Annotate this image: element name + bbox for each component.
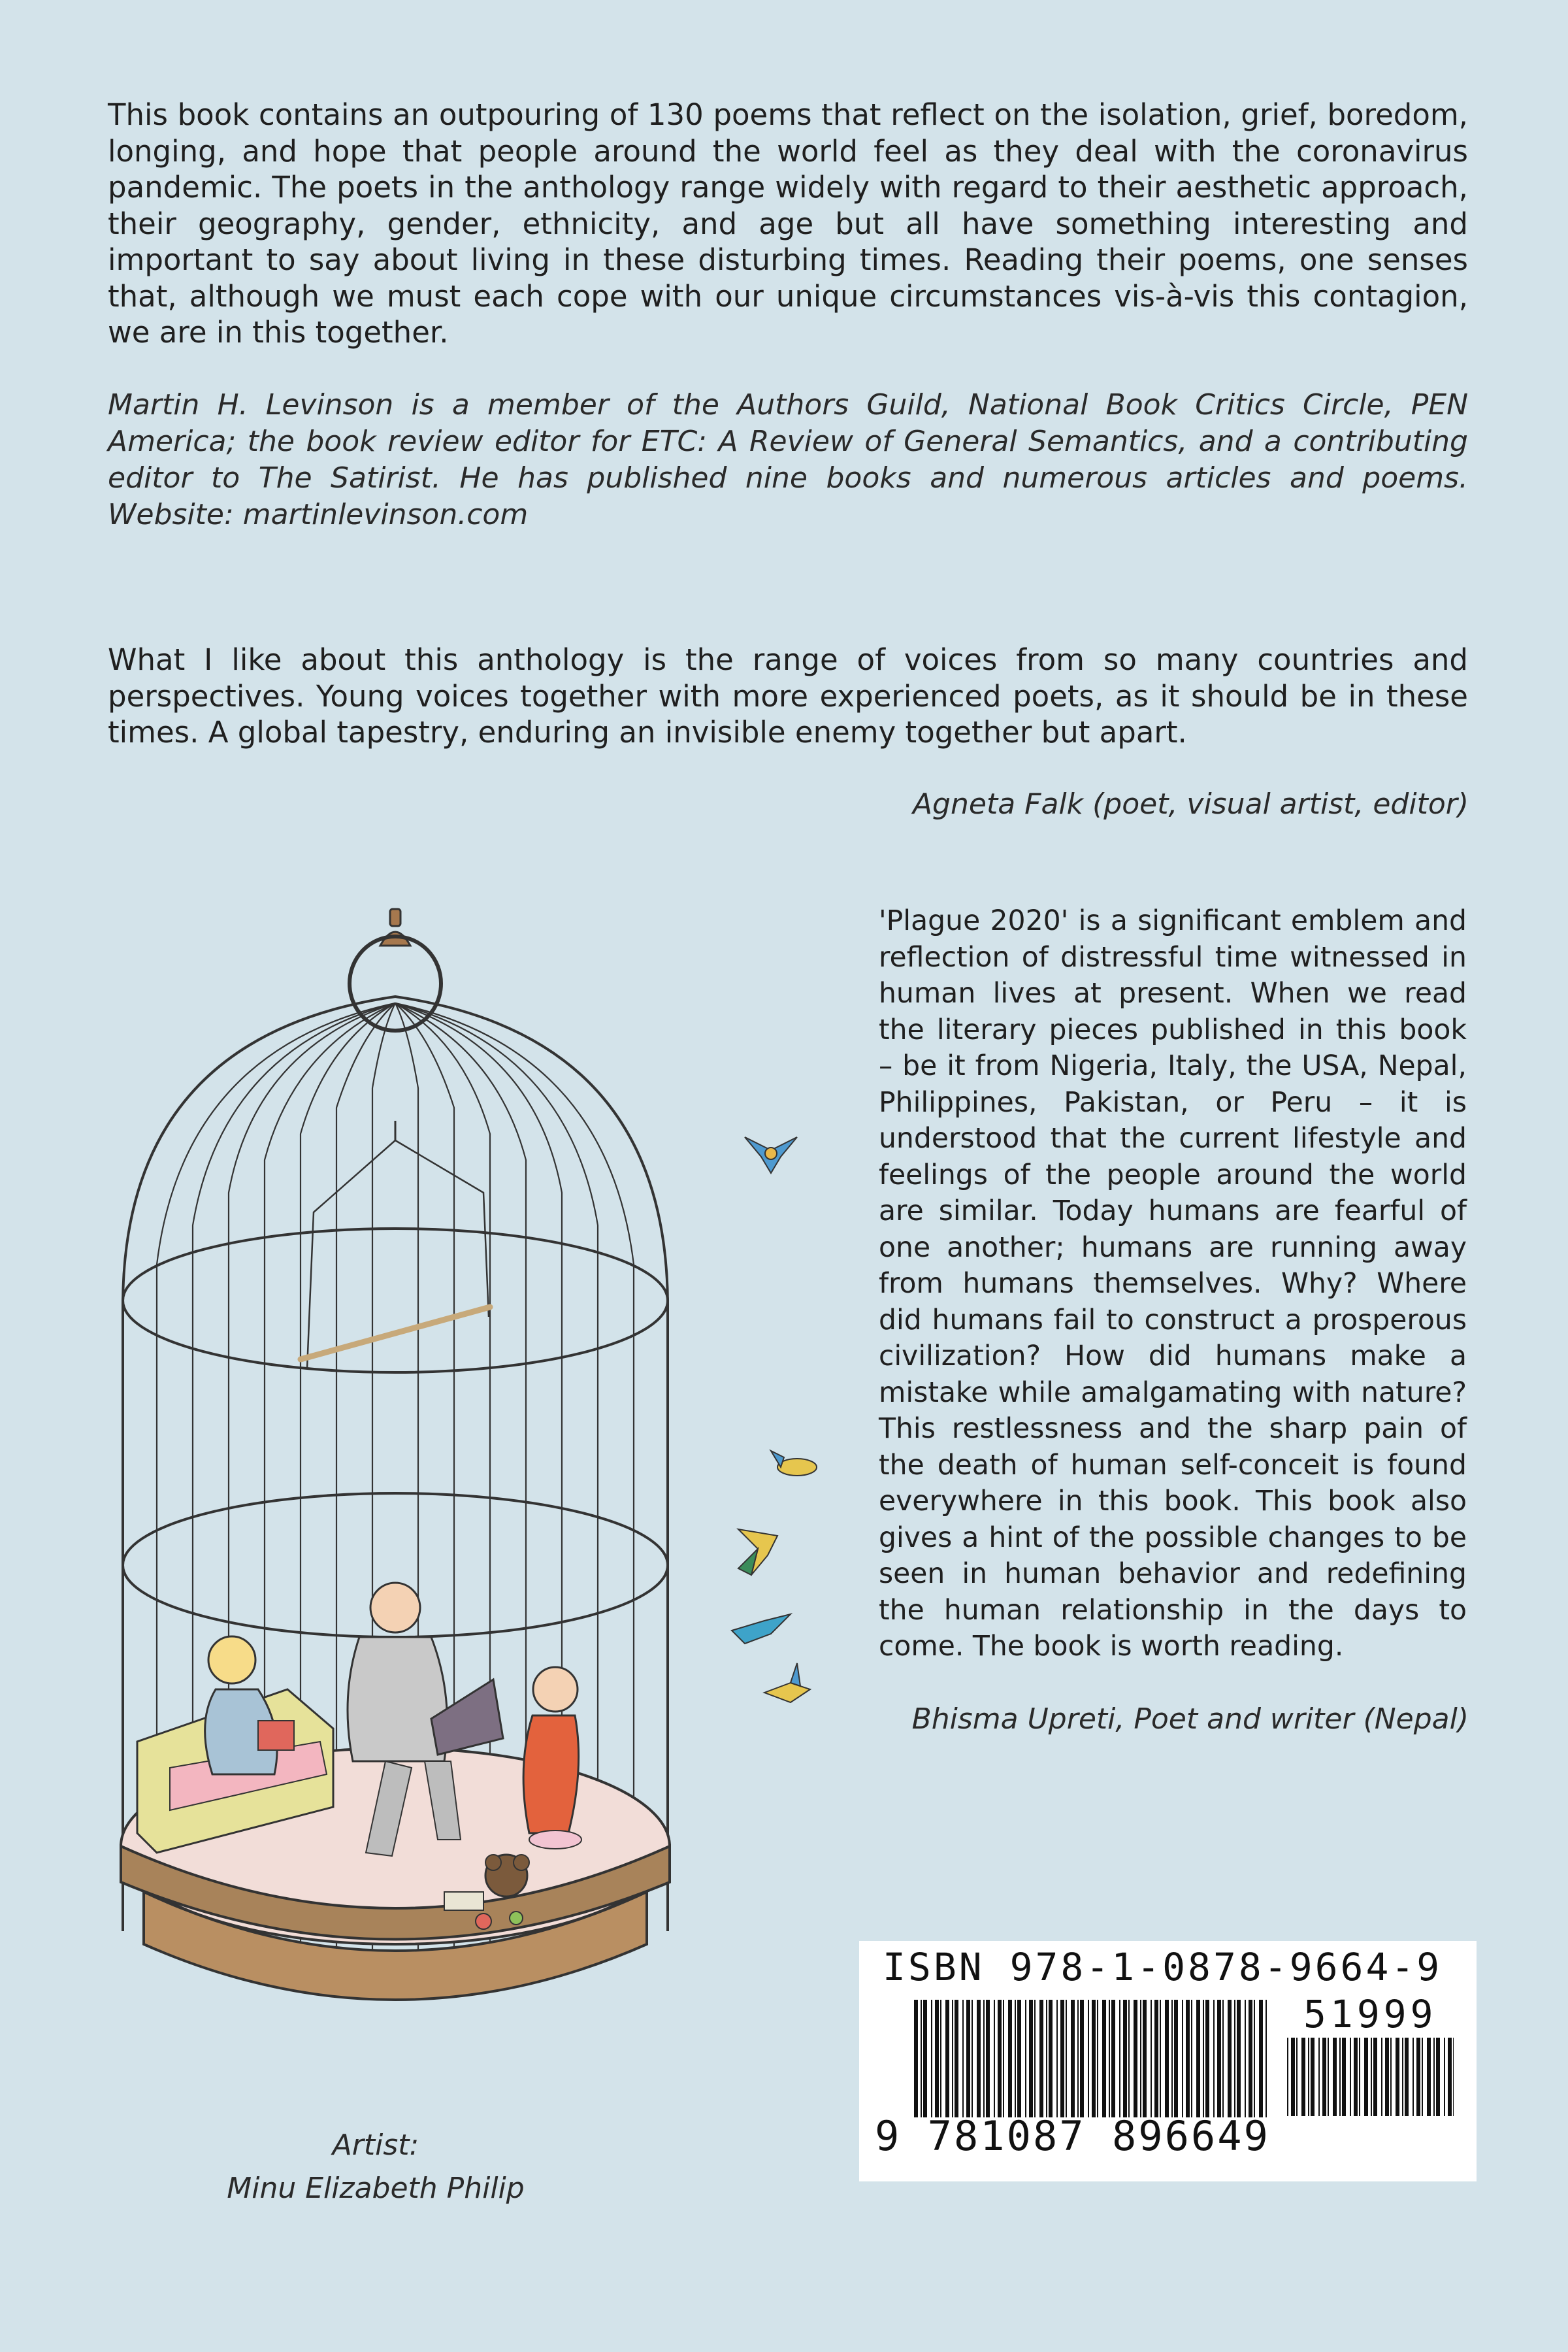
bird-icon xyxy=(732,1614,791,1644)
review-2-text: 'Plague 2020' is a significant emblem and reflection of distressful time witnessed in human lives at present. When we read the literary pieces published in this book – be it from Nigeria, Italy, the USA, Nepal, Philippines, Pakistan, or Peru – it is understood that the current lifestyle and feelings of the people around the world are similar. Today humans are fearful of one another; humans are running away from humans themselves. Why? Where did humans fail to construct a prosperous civilization? How did humans make a mistake while amalgamating with nature? This restlessness and the sharp pain of the death of human self-conceit is found everywhere in this book. This book also gives a hint of the possible changes to be seen in human behavior and redefining the human relationship in the days to come. The book is worth reading. xyxy=(879,905,1467,1663)
birdcage-icon xyxy=(98,899,699,2075)
review-1-attribution: Agneta Falk (poet, visual artist, editor) xyxy=(912,787,1469,821)
review-1-text: What I like about this anthology is the range of voices from so many countries and perspectives. Young voices together with more experienced poets, as it should be in these times. A global tapestry, enduring an invisible enemy together but apart. xyxy=(108,642,1468,750)
isbn-price-code: 51999 xyxy=(1303,1992,1437,2036)
blurb-paragraph: This book contains an outpouring of 130 poems that reflect on the isolation, grief, boredom, longing, and hope that people around the world feel as they deal with the coronavirus pandemic. The poets in the anthology range widely with regard to their aesthetic approach, their geography, gender, ethnicity, and age but all have something interesting and important to say about living in these disturbing times. Reading their poems, one senses that, although we must each cope with our unique circumstances vis-à-vis this contagion, we are in this together. xyxy=(108,97,1468,350)
isbn-barcode-block xyxy=(859,1941,1477,2181)
bird-icon xyxy=(771,1451,817,1476)
isbn-label: ISBN 978-1-0878-9664-9 xyxy=(883,1945,1443,1989)
editor-bio: Martin H. Levinson is a member of the Authors Guild, National Book Critics Circle, PEN America; the book review editor for ETC: A Review of General Semantics, and a contributing editor to The Satirist. He has published nine books and numerous articles and poems. Website: martinlevinson.com xyxy=(108,388,1468,531)
main-barcode xyxy=(914,2000,1267,2117)
artist-name: Minu Elizabeth Philip xyxy=(227,2172,525,2205)
bird-icon xyxy=(745,1137,797,1173)
bird-icon xyxy=(764,1663,810,1702)
addon-barcode xyxy=(1287,2038,1454,2116)
isbn-barcode-digits: 9 781087 896649 xyxy=(875,2112,1270,2160)
review-2-attribution: Bhisma Upreti, Poet and writer (Nepal) xyxy=(911,1702,1469,1736)
artist-credit xyxy=(212,2124,539,2210)
artist-label: Artist: xyxy=(332,2128,419,2162)
bird-icon xyxy=(738,1529,777,1575)
